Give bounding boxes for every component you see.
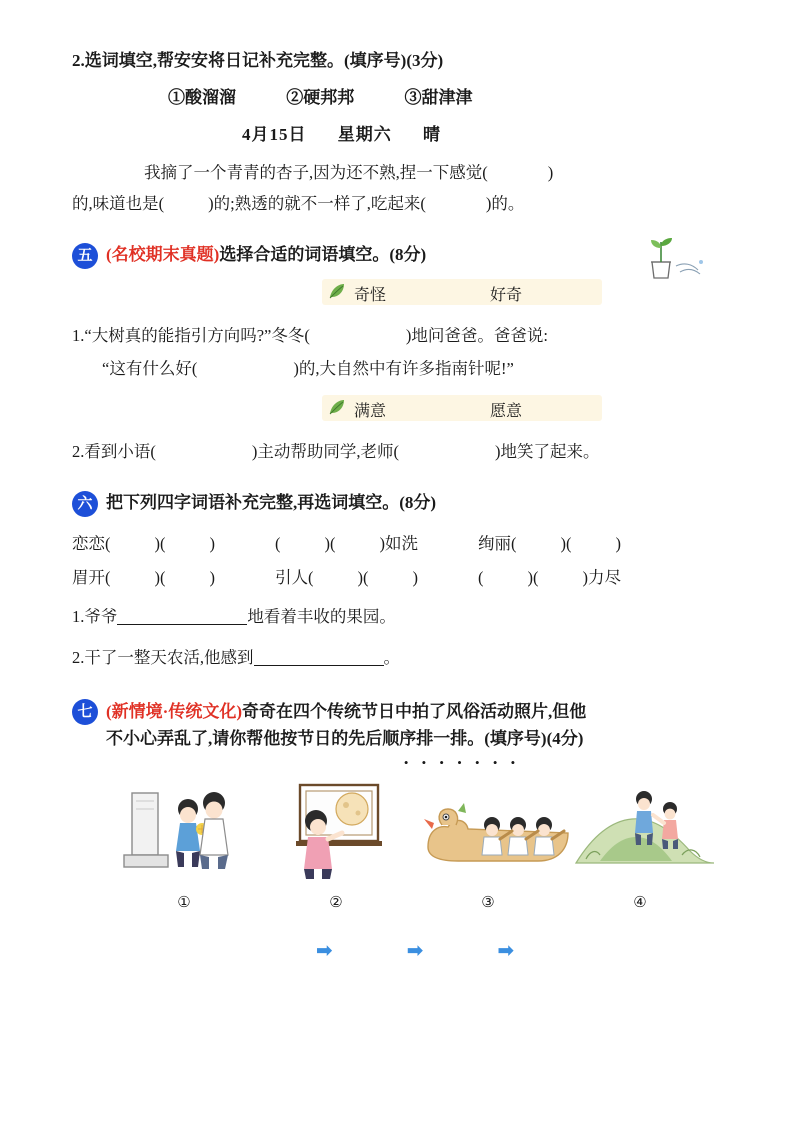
picture-3-caption: ③ [481,894,495,911]
order-arrows [72,938,732,962]
picture-2-art [266,775,406,885]
idiom-3-a: 绚丽( [478,533,517,553]
option-1: ①酸溜溜 [168,88,236,107]
diary-body-line-2 [72,188,732,219]
diary-date: 4月15日 [242,125,307,144]
word-bank-1-wrap [192,279,732,305]
idiom-6-c: )力尽 [582,567,621,587]
idiom-row-1 [72,527,732,561]
diary-text-2b: )的;熟透的就不一样了,吃起来( [208,194,426,214]
idiom-3-b: )( [560,533,572,553]
s5-q2-text-b: )主动帮助同学,老师( [251,441,399,461]
section-5-q2-line [72,435,732,468]
picture-1[interactable] [114,775,254,912]
section-5-question-1 [72,319,732,385]
diary-date-line [242,120,732,145]
s5-q2-text-c: )地笑了起来。 [495,441,600,461]
fill-blank-1[interactable] [117,607,247,625]
idiom-4-a: 眉开( [72,567,111,587]
word-bank-2 [322,395,602,421]
idiom-6-b: )( [527,567,539,587]
diary-text-2a: 的,味道也是( [72,194,165,214]
section-5-title-wrap [106,242,426,268]
arrow-2-icon: ➡ [406,937,424,962]
idiom-4-b: )( [154,567,166,587]
question-2-title: 2.选词填空,帮安安将日记补充完整。(填序号)(3分) [72,51,444,70]
picture-2-caption: ② [329,894,343,911]
section-6-idiom-grid [72,527,732,595]
leaf-icon [328,282,346,300]
diary-body-line-1 [144,157,732,188]
section-5-question-2 [72,435,732,468]
picture-3[interactable] [418,775,558,912]
worksheet-content [72,46,732,962]
option-2: ②硬邦邦 [286,88,355,107]
section-7-title-line-1: 奇奇在四个传统节日中拍了风俗活动照片,但他 [242,701,587,721]
idiom-1-b: )( [154,533,166,553]
idiom-5-c: ) [412,567,418,587]
idiom-1-a: 恋恋( [72,533,111,553]
word-bank-1-item-1: 奇怪 [354,286,387,304]
arrow-3-icon: ➡ [497,937,515,962]
dragon-boat-illustration [418,775,578,885]
diary-text-2c: )的。 [485,194,525,214]
section-7-header [72,698,732,753]
idiom-4-c: ) [209,567,215,587]
sprout-plant-icon [632,232,706,280]
section-7-title-wrap [106,698,586,753]
section-6-header [72,490,732,517]
tomb-sweeping-illustration [114,775,254,885]
idiom-3-c: ) [615,533,621,553]
s6-fill-2-text: 2.干了一整天农活,他感到 [72,647,254,667]
s6-fill-1-end: 地看着丰收的果园。 [247,607,396,627]
section-7-title-line-2: 不小心弄乱了,请你帮他按节日的先后顺序排一排。(填序号)(4分) [106,729,584,749]
diary-text-1: 我摘了一个青青的杏子,因为还不熟,捏一下感觉( [144,163,488,182]
s5-q1-text-b: )地问爸爸。爸爸说: [405,325,548,345]
section-7-tag: (新情境·传统文化) [106,701,242,721]
section-5-q1-line-1 [72,319,732,352]
picture-4-art [570,775,710,885]
idiom-6-a: ( [478,567,484,587]
section-6-title: 把下列四字词语补充完整,再选词填空。(8分) [106,492,437,512]
section-6-fill-2 [72,641,732,676]
idiom-5-a: 引人( [275,567,314,587]
option-3: ③甜津津 [404,88,473,107]
idiom-row-2 [72,561,732,595]
s6-fill-1-text: 1.爷爷 [72,607,118,627]
picture-4-caption: ④ [633,894,647,911]
idiom-1-c: ) [209,533,215,553]
word-bank-2-wrap [192,395,732,421]
word-bank-2-item-2: 愿意 [490,402,523,420]
section-5-number: 五 [72,243,98,269]
section-6-number: 六 [72,491,98,517]
fill-blank-2[interactable] [254,648,384,666]
diary-text-1-end: ) [547,163,554,182]
word-bank-2-item-1: 满意 [354,402,387,420]
section-5-tag: (名校期末真题) [106,244,220,264]
picture-1-caption: ① [177,894,191,911]
s5-q1-text-d: )的,大自然中有许多指南针呢!” [293,358,514,378]
section-5-title: 选择合适的词语填空。(8分) [219,244,427,264]
section-7-number: 七 [72,699,98,725]
question-2 [72,46,732,220]
diary-weather: 晴 [423,125,441,144]
s5-q1-text-c: “这有什么好( [102,358,198,378]
section-6-fill-1 [72,600,732,635]
mountain-climbing-illustration [570,775,720,885]
idiom-5-b: )( [357,567,369,587]
question-2-options [168,83,732,108]
diary-weekday: 星期六 [337,125,392,144]
arrow-1-icon: ➡ [315,937,333,962]
section-5-q1-line-2 [102,352,732,385]
picture-2[interactable] [266,775,406,912]
word-bank-1-item-2: 好奇 [490,286,523,304]
s6-fill-2-end: 。 [383,647,400,667]
picture-3-art [418,775,558,885]
picture-4[interactable] [570,775,710,912]
dotted-underline: • • • • • • • [403,754,521,770]
s5-q2-text-a: 2.看到小语( [72,441,156,461]
idiom-2-c: )如洗 [379,533,418,553]
festival-pictures [72,775,732,912]
picture-1-art [114,775,254,885]
word-bank-1 [322,279,602,305]
mid-autumn-window-illustration [266,775,406,885]
idiom-2-b: )( [324,533,336,553]
s5-q1-text-a: 1.“大树真的能指引方向吗?”冬冬( [72,325,310,345]
leaf-icon [328,398,346,416]
diary-body [72,157,732,220]
idiom-2-a: ( [275,533,281,553]
